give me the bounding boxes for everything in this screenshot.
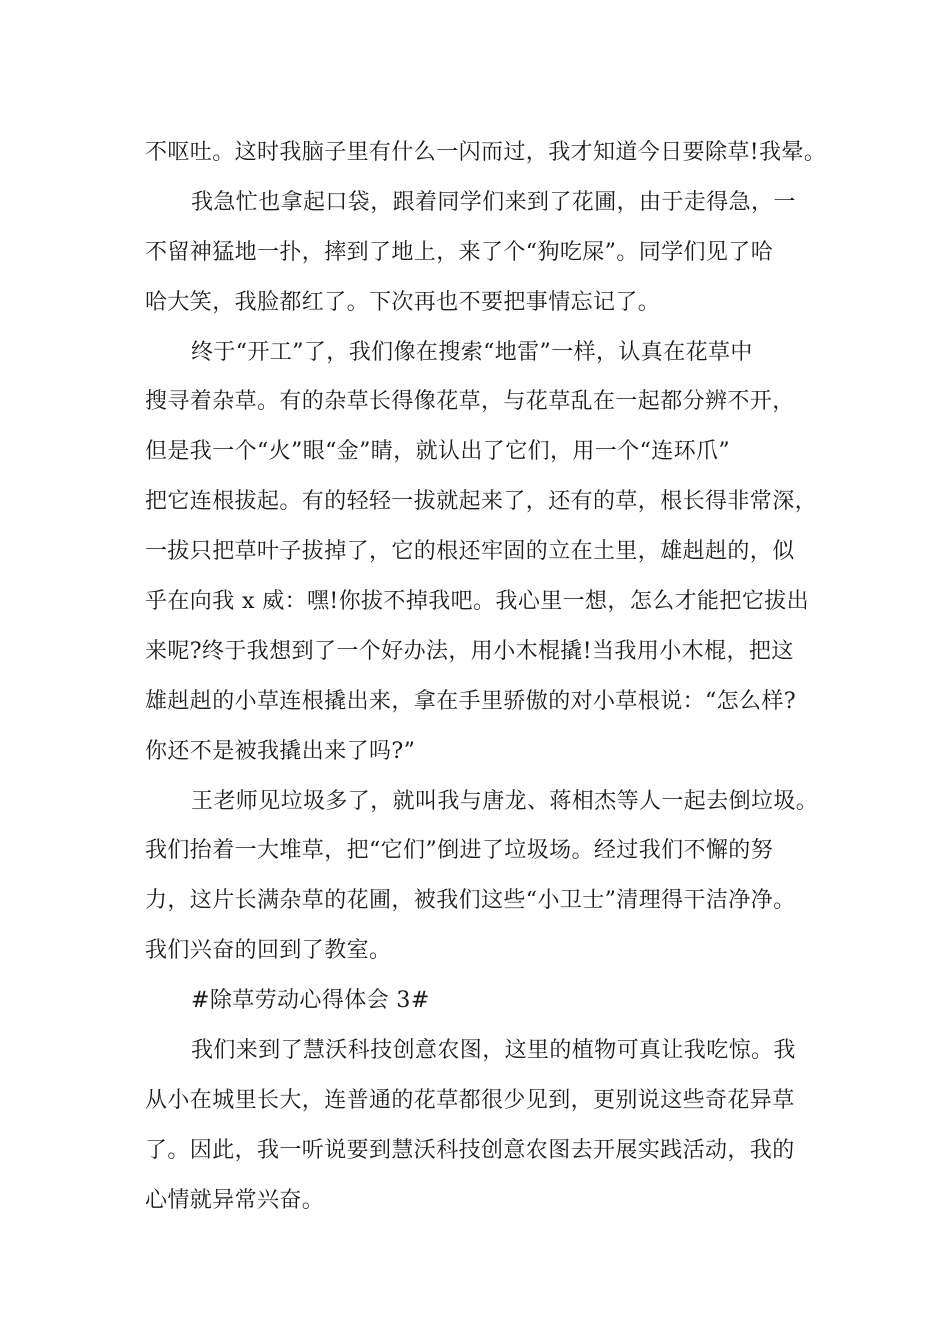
section-heading: #除草劳动心得体会 3# [191,988,430,1014]
document-body [145,128,825,1226]
text-line: 雄赳赳的小草连根撬出来，拿在手里骄傲的对小草根说：“怎么样? [145,688,797,714]
text-line: 你还不是被我撬出来了吗?” [145,738,416,764]
text-line: 一拔只把草叶子拔掉了，它的根还牢固的立在土里，雄赳赳的，似 [145,539,795,565]
text-line: 了。因此，我一听说要到慧沃科技创意农图去开展实践活动，我的 [145,1137,795,1163]
text-line: 终于“开工”了，我们像在搜索“地雷”一样，认真在花草中 [191,339,753,365]
text-line: 乎在向我 x 威：嘿!你拔不掉我吧。我心里一想，怎么才能把它拔出 [145,589,810,615]
text-line: 哈大笑，我脸都红了。下次再也不要把事情忘记了。 [145,289,661,315]
text-line: 我们来到了慧沃科技创意农图，这里的植物可真让我吃惊。我 [191,1038,796,1064]
text-line: 不呕吐。这时我脑子里有什么一闪而过，我才知道今日要除草!我晕。 [145,140,827,165]
text-line: 来呢?终于我想到了一个好办法，用小木棍撬!当我用小木棍，把这 [145,638,794,664]
text-line: 但是我一个“火”眼“金”睛，就认出了它们，用一个“连环爪” [145,439,731,465]
text-line: 我们抬着一大堆草，把“它们”倒进了垃圾场。经过我们不懈的努 [145,838,774,864]
text-line: 从小在城里长大，连普通的花草都很少见到，更别说这些奇花异草 [145,1087,795,1113]
text-line: 我们兴奋的回到了教室。 [145,938,392,964]
text-line: 我急忙也拿起口袋，跟着同学们来到了花圃，由于走得急，一 [191,189,796,215]
text-line: 力，这片长满杂草的花圃，被我们这些“小卫士”清理得干洁净净。 [145,888,796,914]
text-line: 把它连根拔起。有的轻轻一拔就起来了，还有的草，根长得非常深， [145,489,818,515]
text-line: 王老师见垃圾多了，就叫我与唐龙、蒋相杰等人一起去倒垃圾。 [191,788,819,814]
text-line: 不留神猛地一扑，摔到了地上，来了个“狗吃屎”。同学们见了哈 [145,239,774,265]
text-line: 心情就异常兴奋。 [145,1187,325,1213]
text-line: 搜寻着杂草。有的杂草长得像花草，与花草乱在一起都分辨不开， [145,389,795,415]
